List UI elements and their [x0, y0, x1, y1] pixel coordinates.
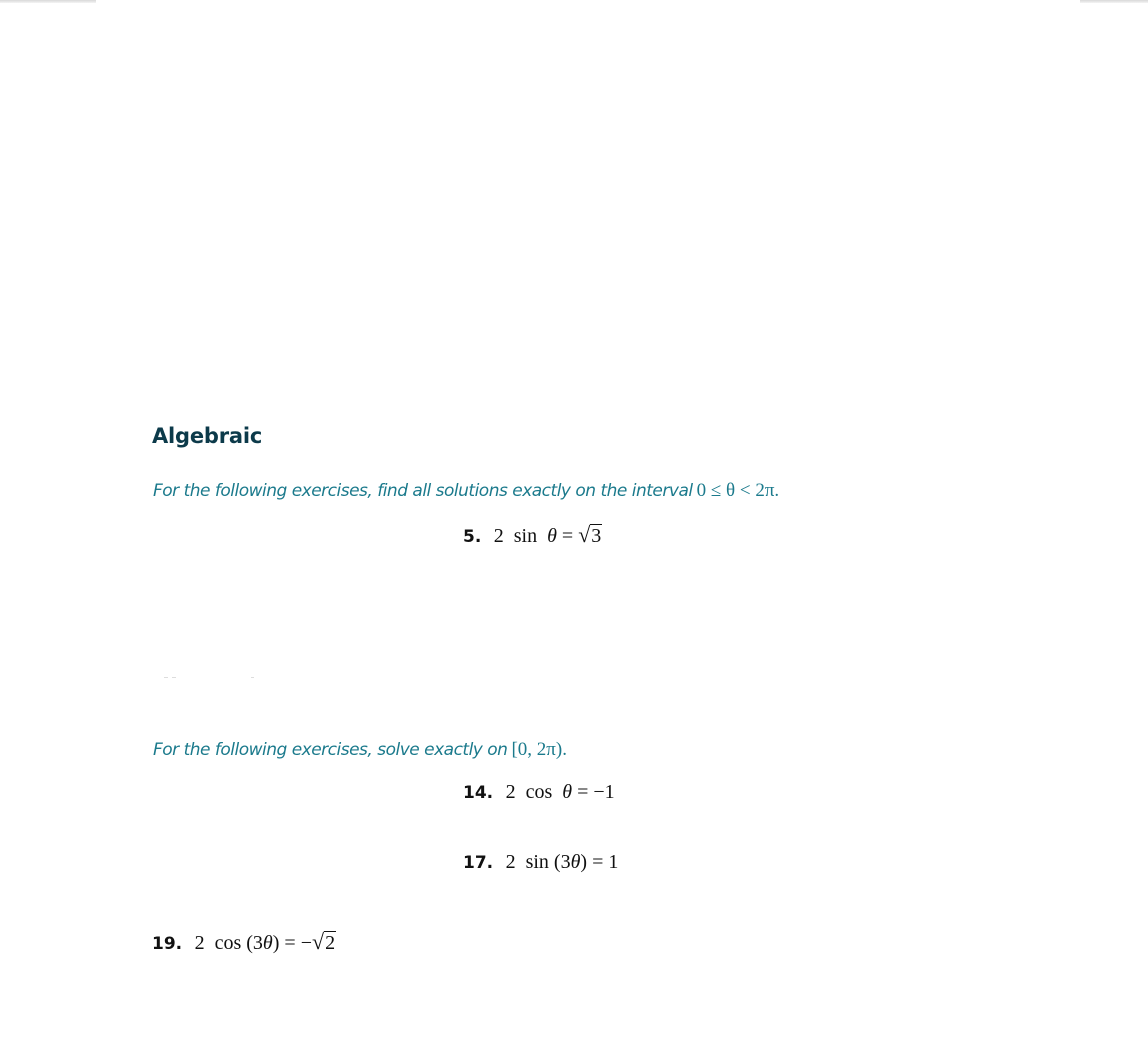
exercise-14: [463, 781, 615, 804]
top-border-right: [1080, 0, 1148, 3]
faint-mark: [251, 677, 254, 678]
square-root: √2: [311, 929, 336, 954]
instruction-1: [153, 480, 779, 502]
instruction-text: For the following exercises, solve exactly on: [153, 740, 508, 760]
equation: 2 cos (3θ) = −√2: [194, 929, 336, 954]
equation: 2 sin θ = √3: [493, 522, 602, 547]
top-border-left: [0, 0, 96, 3]
interval-math: [0, 2π).: [511, 739, 567, 760]
equation: 2 cos θ = −1: [505, 781, 615, 803]
faint-mark: [164, 677, 168, 678]
interval-math: 0 ≤ θ < 2π.: [696, 480, 780, 501]
exercise-number: 19.: [152, 934, 183, 954]
faint-mark: [172, 677, 176, 678]
square-root: √3: [578, 522, 602, 547]
exercise-5: [463, 522, 602, 548]
instruction-text: For the following exercises, find all solutions exactly on the interval: [153, 481, 693, 501]
exercise-number: 14.: [463, 783, 494, 803]
section-title: Algebraic: [152, 424, 263, 448]
exercise-number: 17.: [463, 853, 494, 873]
exercise-number: 5.: [463, 527, 482, 547]
equation: 2 sin (3θ) = 1: [505, 851, 619, 873]
exercise-19: [152, 929, 336, 955]
instruction-2: [153, 739, 567, 761]
exercise-17: [463, 851, 618, 874]
